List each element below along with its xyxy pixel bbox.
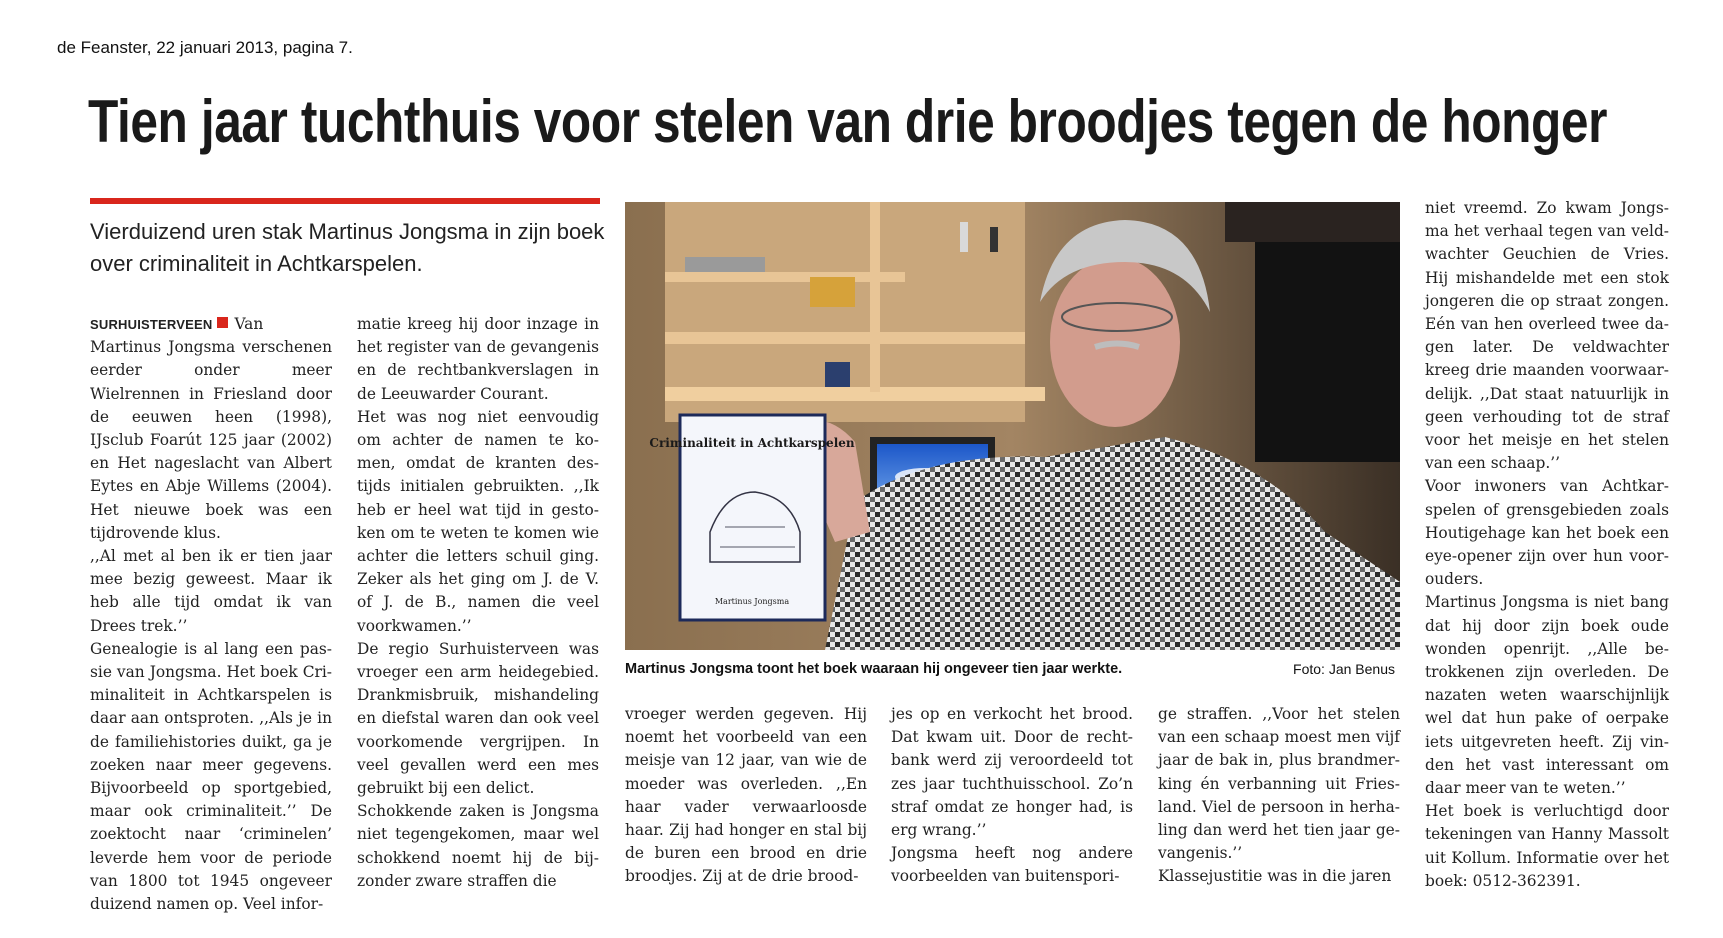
paragraph: ,,Al met al ben ik er tien jaar mee bezig geweest. Maar ik heb alle tijd omdat ik van Drees trek.’’ (90, 547, 332, 635)
book-title-line-1: Criminaliteit in Achtkarspelen (649, 436, 855, 450)
dateline-marker (217, 317, 228, 328)
paragraph: Schokkende zaken is Jongsma niet tegengekomen, maar wel schokkend noemt hij de bijzonder zware straffen die (357, 802, 599, 890)
paragraph: vroeger werden gegeven. Hij noemt het voorbeeld van een meisje van 12 jaar, van wie de moeder was overleden. ,,En haar vader verwaarloosde haar. Zij had honger en stal bij de buren een brood en drie broodjes. Zij at de drie brood- (625, 705, 867, 886)
book-author: Martinus Jongsma (714, 597, 790, 606)
paragraph: SURHUISTERVEEN Van Martinus Jongsma verschenen eerder onder meer Wielrennen in Friesland door de eeuwen heen (1998), IJsclub Foarút 125 jaar (2002) en Het nageslacht van Albert Eytes en Abje Willems (2004). Het nieuwe boek was een tijdrovende klus. (90, 315, 332, 542)
article-column-4 (891, 703, 1133, 889)
source-line: de Feanster, 22 januari 2013, pagina 7. (57, 38, 353, 57)
article-column-3 (625, 703, 867, 889)
article-column-1 (90, 313, 332, 916)
dateline: SURHUISTERVEEN (90, 317, 213, 332)
paragraph: matie kreeg hij door inzage in het register van de gevangenis en de rechtbankverslagen in de Leeuwarder Courant. (357, 315, 599, 403)
paragraph: ge straffen. ,,Voor het stelen van een schaap moest men vijf jaar de bak in, plus brandmerking én verbanning uit Friesland. Viel de persoon in herhaling dan werd het tien jaar gevangenis.’’ (1158, 705, 1400, 863)
headline: Tien jaar tuchthuis voor stelen van drie broodjes tegen de honger (88, 88, 1608, 155)
accent-bar (90, 198, 600, 204)
photo-caption (625, 661, 1395, 677)
paragraph: De regio Surhuisterveen was vroeger een arm heidegebied. Drankmisbruik, mishandeling en diefstal waren dan ook veel voorkomende vergrijpen. In veel gevallen werd een mes gebruikt bij een delict. (357, 639, 599, 798)
article-photo (625, 202, 1400, 650)
paragraph: Het was nog niet eenvoudig om achter de namen te komen, omdat de kranten destijds initialen gebruikten. ,,Ik heb er heel wat tijd in gestoken om te weten te komen wie achter die letters schuil ging. Zeker als het ging om J. de V. of J. de B., namen die veel voorkwamen.’’ (357, 407, 599, 635)
paragraph: Het boek is verluchtigd door tekeningen van Hanny Massolt uit Kollum. Informatie over het boek: 0512-362391. (1425, 802, 1669, 890)
photo-credit: Foto: Jan Benus (1293, 661, 1395, 677)
paragraph: jes op en verkocht het brood. Dat kwam uit. Door de rechtbank werd zij veroordeeld tot zes jaar tuchthuisschool. Zo’n straf omdat ze honger had, is erg wrang.’’ (891, 705, 1133, 840)
paragraph: niet vreemd. Zo kwam Jongsma het verhaal tegen van veldwachter Geuchien de Vries. Hij mishandelde met een stok jongeren die op straat zongen. Eén van hen overleed twee dagen later. De veldwachter kreeg drie maanden voorwaardelijk. ,,Dat staat natuurlijk in geen verhouding tot de straf voor het meisje en het stelen van een schaap.’’ (1425, 199, 1669, 473)
paragraph: Voor inwoners van Achtkarspelen of grensgebieden zoals Houtigehage kan het boek een eye-opener zijn over hun voorouders. (1425, 477, 1669, 589)
paragraph: Martinus Jongsma is niet bang dat hij door zijn boek oude wonden openrijt. ,,Alle betrokkenen zijn overleden. De nazaten weten waarschijnlijk wel dat hun pake of oerpake iets uitgevreten heeft. Zij vinden het vast interessant om daar meer van te weten.’’ (1425, 593, 1669, 798)
paragraph: Klassejustitie was in die jaren (1158, 867, 1392, 886)
article-column-6 (1425, 197, 1669, 893)
caption-text: Martinus Jongsma toont het boek waaraan hij ongeveer tien jaar werkte. (625, 661, 1123, 677)
lead-text: Vierduizend uren stak Martinus Jongsma in zijn boek over criminaliteit in Achtkarspelen. (90, 219, 605, 276)
article-column-5 (1158, 703, 1400, 889)
paragraph: Genealogie is al lang een passie van Jongsma. Het boek Criminaliteit in Achtkarspelen is daar aan ontsproten. ,,Als je in de familiehistories duikt, ga je zoeken naar meer gegevens. Bijvoorbeeld op sportgebied, maar ook criminaliteit.’’ De zoektocht naar ‘criminelen’ leverde hem voor de periode van 1800 tot 1945 ongeveer duizend namen op. Veel infor- (90, 639, 332, 914)
paragraph: Jongsma heeft nog andere voorbeelden van buitenspori- (891, 844, 1133, 886)
article-column-2 (357, 313, 599, 893)
